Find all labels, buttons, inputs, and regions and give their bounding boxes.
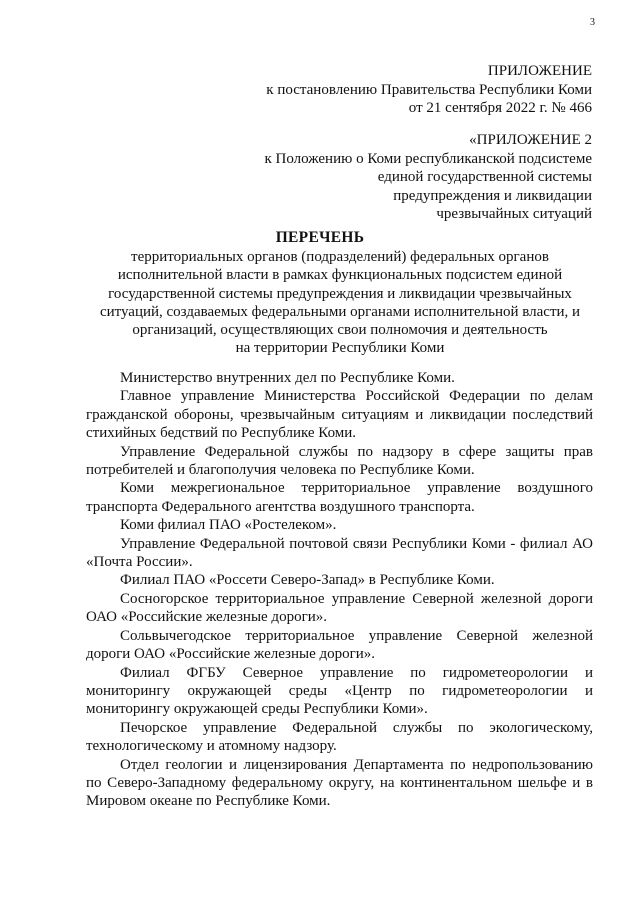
list-item: Главное управление Министерства Российской Федерации по делам гражданской обороны, чрезвычайным ситуациям и ликвидации последствий стихийных бедствий по Республике Коми.	[86, 388, 593, 442]
appendix-line: ПРИЛОЖЕНИЕ	[487, 63, 592, 79]
appendix-2-header	[264, 131, 592, 224]
list-item: Коми филиал ПАО «Ростелеком».	[120, 517, 337, 534]
subtitle-line: исполнительной власти в рамках функциональных подсистем единой	[117, 267, 563, 284]
document-title: ПЕРЕЧЕНЬ	[275, 229, 365, 246]
list-item: Филиал ПАО «Россети Северо-Запад» в Республике Коми.	[120, 572, 495, 589]
list-item: Печорское управление Федеральной службы по экологическому, технологическому и атомному надзору.	[86, 719, 593, 755]
page-number: 3	[590, 17, 595, 28]
subtitle-line: государственной системы предупреждения и ликвидации чрезвычайных	[108, 285, 572, 302]
subtitle-line: территориальных органов (подразделений) федеральных органов	[131, 249, 549, 265]
appendix-2-line: чрезвычайных ситуаций	[436, 206, 592, 222]
subtitle-line: организаций, осуществляющих свои полномочия и деятельность	[132, 322, 548, 339]
list-item: Сосногорское территориальное управление Северной железной дороги ОАО «Российские железные дороги».	[86, 590, 593, 626]
list-item: Филиал ФГБУ Северное управление по гидрометеорологии и мониторингу окружающей среды «Центр по гидрометеорологии и мониторингу окружающей среды Республики Коми».	[86, 664, 593, 718]
document-subtitle	[82, 248, 598, 358]
organizations-list	[86, 369, 593, 811]
appendix-line: к постановлению Правительства Республики Коми	[266, 81, 592, 98]
appendix-2-line: предупреждения и ликвидации	[393, 187, 592, 204]
appendix-2-line: к Положению о Коми республиканской подсистеме	[264, 150, 592, 167]
list-item: Отдел геологии и лицензирования Департамента по недропользованию по Северо-Западному федеральному округу, на континентальном шельфе и в Мировом океане по Республике Коми.	[86, 756, 593, 810]
list-item: Сольвычегодское территориальное управление Северной железной дороги ОАО «Российские железные дороги».	[86, 627, 593, 663]
list-item: Управление Федеральной службы по надзору в сфере защиты прав потребителей и благополучия человека по Республике Коми.	[86, 443, 593, 479]
list-item: Управление Федеральной почтовой связи Республики Коми - филиал АО «Почта России».	[86, 535, 593, 571]
subtitle-line: на территории Республики Коми	[235, 340, 445, 357]
appendix-2-line: «ПРИЛОЖЕНИЕ 2	[469, 132, 592, 148]
list-item: Коми межрегиональное территориальное управление воздушного транспорта Федерального агентства воздушного транспорта.	[86, 480, 593, 515]
appendix-2-line: единой государственной системы	[377, 169, 592, 185]
appendix-line: от 21 сентября 2022 г. № 466	[408, 100, 592, 116]
appendix-header	[266, 62, 592, 118]
list-item: Министерство внутренних дел по Республике Коми.	[120, 370, 455, 386]
subtitle-line: ситуаций, создаваемых федеральными органами исполнительной власти, и	[99, 303, 581, 320]
